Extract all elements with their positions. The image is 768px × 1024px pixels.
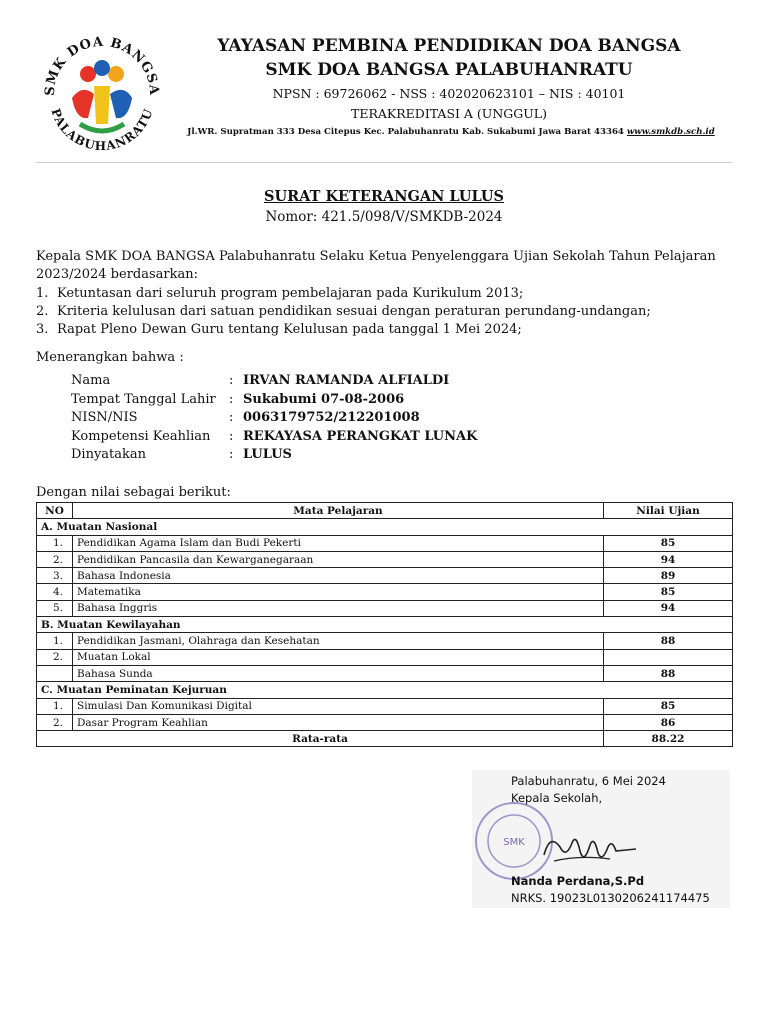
principal-nrks: NRKS. 19023L0130206241174475: [511, 891, 710, 905]
table-row: 1. Pendidikan Jasmani, Olahraga dan Kesehatan 88: [37, 633, 733, 649]
header-score: Nilai Ujian: [604, 503, 733, 519]
student-name: IRVAN RAMANDA ALFIALDI: [243, 373, 450, 388]
school-address: [166, 127, 736, 137]
handwritten-signature: [540, 825, 640, 873]
student-nisn-row: NISN/NIS : 0063179752/212201008: [71, 409, 477, 428]
signature-role: Kepala Sekolah,: [511, 791, 603, 805]
declare-text: Menerangkan bahwa :: [36, 350, 184, 365]
header-no: NO: [37, 503, 73, 519]
grades-table: [36, 502, 733, 747]
average-label: Rata-rata: [37, 731, 604, 747]
svg-text:SMK: SMK: [503, 837, 525, 848]
average-row: [37, 731, 733, 747]
intro-paragraph: Kepala SMK DOA BANGSA Palabuhanratu Selaku Ketua Penyelenggara Ujian Sekolah Tahun Pelajaran 2023/2024 berdasarkan:: [36, 249, 716, 282]
table-row: 1. Pendidikan Agama Islam dan Budi Pekerti 85: [37, 535, 733, 551]
student-major: REKAYASA PERANGKAT LUNAK: [243, 428, 478, 444]
table-row: 5. Bahasa Inggris 94: [37, 600, 733, 616]
signature-place-date: Palabuhanratu, 6 Mei 2024: [511, 774, 666, 788]
school-identifiers: NPSN : 69726062 - NSS : 402020623101 – NIS : 40101: [272, 86, 626, 101]
list-item: 2. Kriteria kelulusan dari satuan pendidikan sesuai dengan peraturan perundang-undangan;: [36, 304, 651, 319]
list-item: 1. Ketuntasan dari seluruh program pembelajaran pada Kurikulum 2013;: [36, 286, 524, 301]
address-text: Jl.WR. Supratman 333 Desa Citepus Kec. Palabuhanratu Kab. Sukabumi Jawa Barat 43364: [187, 127, 624, 137]
table-row: 2. Dasar Program Keahlian 86: [37, 714, 733, 730]
principal-name: Nanda Perdana,S.Pd: [511, 874, 645, 888]
document-number: Nomor: 421.5/098/V/SMKDB-2024: [265, 209, 503, 225]
average-score: 88.22: [604, 731, 733, 747]
basis-list: [36, 285, 736, 339]
table-row: 3. Bahasa Indonesia 89: [37, 568, 733, 584]
table-row: Bahasa Sunda 88: [37, 665, 733, 681]
student-identity: [71, 372, 477, 465]
student-nisn: 0063179752/212201008: [243, 410, 420, 425]
section-c-heading: C. Muatan Peminatan Kejuruan: [37, 682, 733, 698]
grades-intro: Dengan nilai sebagai berikut:: [36, 485, 231, 500]
list-item: 3. Rapat Pleno Dewan Guru tentang Kelulusan pada tanggal 1 Mei 2024;: [36, 322, 522, 337]
header-subject: Mata Pelajaran: [73, 503, 604, 519]
student-status: LULUS: [243, 447, 292, 462]
student-birth-row: Tempat Tanggal Lahir : Sukabumi 07-08-2006: [71, 391, 477, 410]
table-header-row: [37, 503, 733, 519]
foundation-name: YAYASAN PEMBINA PENDIDIKAN DOA BANGSA: [217, 36, 681, 56]
student-status-row: Dinyatakan : LULUS: [71, 446, 477, 465]
accreditation: TERAKREDITASI A (UNGGUL): [351, 106, 547, 121]
school-logo: [36, 28, 168, 160]
website-link[interactable]: www.smkdb.sch.id: [626, 127, 715, 137]
document-title: SURAT KETERANGAN LULUS: [263, 188, 504, 205]
table-row: 2. Muatan Lokal: [37, 649, 733, 665]
table-row: 1. Simulasi Dan Komunikasi Digital 85: [37, 698, 733, 714]
svg-text:PALABUHANRATU: PALABUHANRATU: [48, 106, 156, 154]
student-name-row: Nama : IRVAN RAMANDA ALFIALDI: [71, 372, 477, 391]
student-major-row: Kompetensi Keahlian : REKAYASA PERANGKAT LUNAK: [71, 428, 477, 447]
section-b-heading: B. Muatan Kewilayahan: [37, 617, 733, 633]
section-a-heading: A. Muatan Nasional: [37, 519, 733, 535]
school-name: SMK DOA BANGSA PALABUHANRATU: [265, 60, 633, 80]
student-birth: Sukabumi 07-08-2006: [243, 391, 405, 407]
svg-text:SMK DOA BANGSA: SMK DOA BANGSA: [42, 34, 162, 97]
table-row: 2. Pendidikan Pancasila dan Kewarganegaraan 94: [37, 551, 733, 567]
table-row: 4. Matematika 85: [37, 584, 733, 600]
header-divider: [36, 162, 732, 163]
